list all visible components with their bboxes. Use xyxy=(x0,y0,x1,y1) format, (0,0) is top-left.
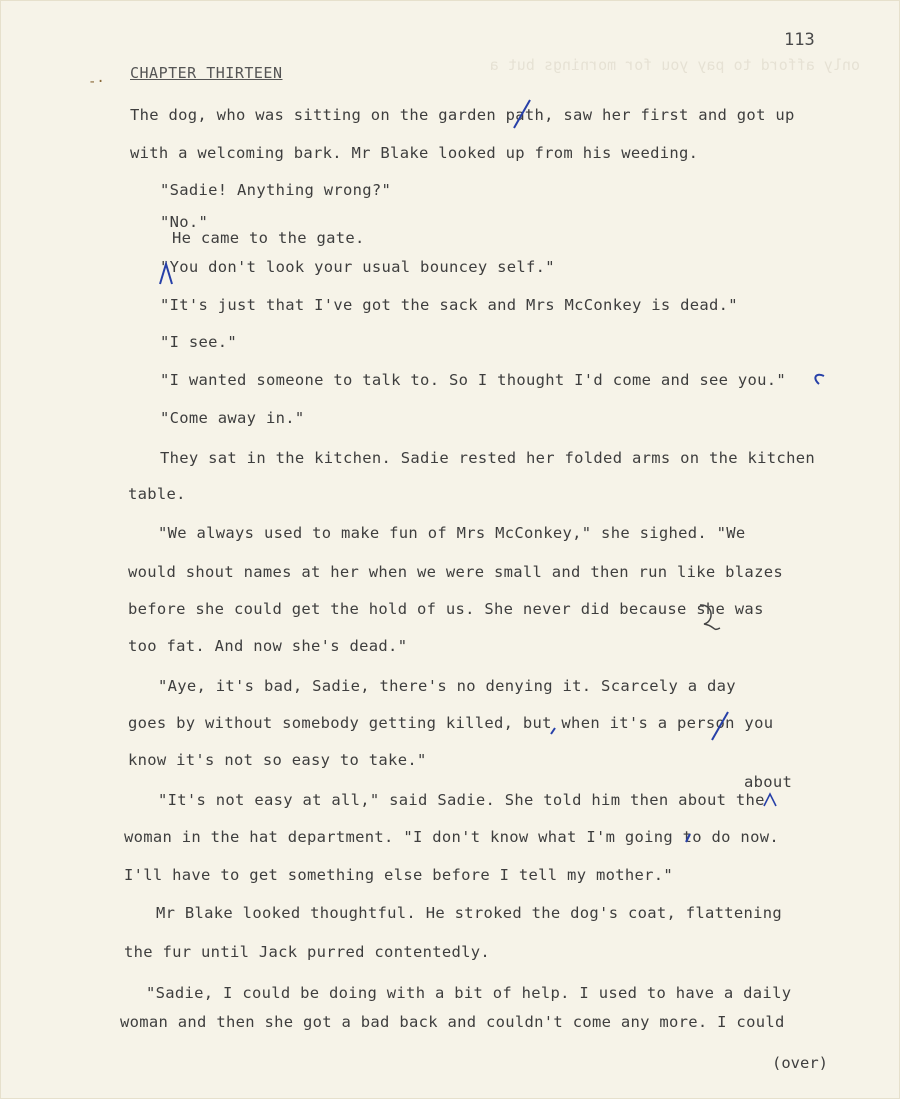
text-line: "No." xyxy=(160,213,209,231)
text-line: "Sadie! Anything wrong?" xyxy=(160,181,392,199)
text-line: "It's not easy at all," said Sadie. She told him then about the xyxy=(158,791,765,809)
page-number: 113 xyxy=(784,30,815,50)
text-line: woman in the hat department. "I don't know what I'm going to do now. xyxy=(124,828,779,846)
text-line: woman and then she got a bad back and couldn't come any more. I could xyxy=(120,1013,785,1031)
chapter-heading: CHAPTER THIRTEEN xyxy=(130,64,283,82)
text-line: too fat. And now she's dead." xyxy=(128,637,408,655)
text-line: know it's not so easy to take." xyxy=(128,751,427,769)
text-line: "We always used to make fun of Mrs McConkey," she sighed. "We xyxy=(158,524,746,542)
text-line: "I wanted someone to talk to. So I thought I'd come and see you." xyxy=(160,371,787,389)
text-line: They sat in the kitchen. Sadie rested her folded arms on the kitchen xyxy=(160,449,815,467)
caret-insert-mark-2 xyxy=(764,794,776,806)
text-line: table. xyxy=(128,485,186,503)
text-line: "It's just that I've got the sack and Mrs McConkey is dead." xyxy=(160,296,738,314)
letter-correction-2 xyxy=(686,834,690,842)
bleed-through-text: only afford to pay you for mornings but a xyxy=(489,56,860,74)
margin-tick-mark: -· xyxy=(88,74,105,90)
text-line: "You don't look your usual bouncey self." xyxy=(160,258,555,276)
text-line: The dog, who was sitting on the garden path, saw her first and got up xyxy=(130,106,795,124)
separation-stroke-2 xyxy=(712,712,728,740)
text-line: with a welcoming bark. Mr Blake looked up from his weeding. xyxy=(130,144,699,162)
text-line: the fur until Jack purred contentedly. xyxy=(124,943,491,961)
text-line: "Sadie, I could be doing with a bit of help. I used to have a daily xyxy=(146,984,792,1002)
text-line: before she could get the hold of us. She never did because she was xyxy=(128,600,764,618)
text-line: "Come away in." xyxy=(160,409,305,427)
correction-loop xyxy=(815,375,824,384)
separation-stroke xyxy=(514,100,530,128)
text-line: "Aye, it's bad, Sadie, there's no denying it. Scarcely a day xyxy=(158,677,736,695)
comma-insert xyxy=(551,728,555,734)
interlinear-insertion: about xyxy=(744,773,793,791)
letter-correction xyxy=(700,605,720,629)
continued-note: (over) xyxy=(772,1054,828,1072)
text-line: I'll have to get something else before I tell my mother." xyxy=(124,866,674,884)
caret-insert-mark xyxy=(160,264,172,284)
text-line: Mr Blake looked thoughtful. He stroked the dog's coat, flattening xyxy=(156,904,783,922)
text-line: would shout names at her when we were small and then run like blazes xyxy=(128,563,783,581)
text-line: He came to the gate. xyxy=(172,229,365,247)
text-line: "I see." xyxy=(160,333,238,351)
text-line: goes by without somebody getting killed, but when it's a person you xyxy=(128,714,774,732)
